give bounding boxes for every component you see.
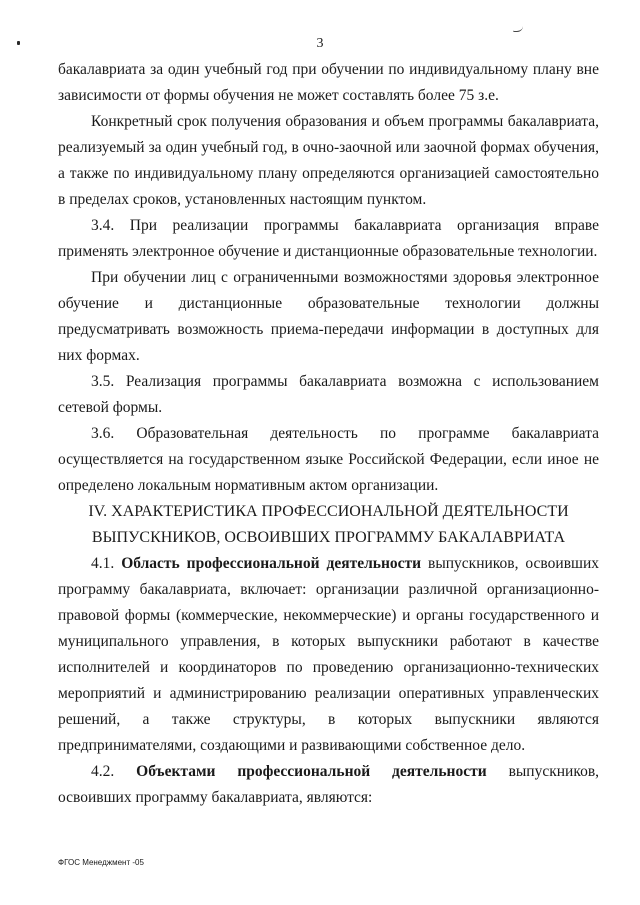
item-4-2-text: выпускников, освоивших программу бакалавриата, являются: [58, 763, 600, 806]
paragraph-3-4: 3.4. При реализации программы бакалавриата организация вправе применять электронное обучение и дистанционные образовательные технологии. [58, 217, 599, 260]
scan-pen-mark [513, 26, 523, 32]
body-text-top [58, 57, 599, 499]
paragraph-continuation: бакалавриата за один учебный год при обучении по индивидуальному плану вне зависимости от формы обучения не может составлять более 75 з.е. [58, 61, 599, 104]
item-4-1-text: выпускников, освоивших программу бакалавриата, включает: организации различной организационно-правовой формы (коммерческие, некоммерческие) и органы государственного и муниципального управления, в которых выпускники работают в качестве исполнителей и координаторов по проведению организационно-технических мероприятий и администрированию реализации оперативных управленческих решений, а также структуры, в которых выпускники являются предпринимателями, создающими и развивающими собственное дело. [58, 555, 599, 754]
item-4-2-term: Объектами профессиональной деятельности [136, 763, 487, 780]
section-heading-line-1: IV. ХАРАКТЕРИСТИКА ПРОФЕССИОНАЛЬНОЙ ДЕЯТЕЛЬНОСТИ [88, 503, 569, 520]
paragraph-disabilities: При обучении лиц с ограниченными возможностями здоровья электронное обучение и дистанционные образовательные технологии должны предусматривать возможность приема-передачи информации в доступных для них формах. [58, 269, 599, 364]
item-4-1-term: Область профессиональной деятельности [121, 555, 422, 572]
paragraph-3-6: 3.6. Образовательная деятельность по программе бакалавриата осуществляется на государственном языке Российской Федерации, если иное не определено локальным нормативным актом организации. [58, 425, 599, 494]
paragraph-3-5: 3.5. Реализация программы бакалавриата возможна с использованием сетевой формы. [58, 373, 599, 416]
paragraph-term-individual-plan: Конкретный срок получения образования и объем программы бакалавриата, реализуемый за один учебный год, в очно-заочной или заочной формах обучения, а также по индивидуальному плану определяются организацией самостоятельно в пределах сроков, установленных настоящим пунктом. [58, 113, 599, 208]
item-4-2-number: 4.2. [91, 763, 115, 780]
body-text-section-4 [58, 551, 599, 811]
page-footer: ФГОС Менеджмент -05 [58, 858, 144, 867]
section-heading [58, 499, 599, 551]
paragraph-4-2 [58, 759, 599, 811]
section-heading-line-2: ВЫПУСКНИКОВ, ОСВОИВШИХ ПРОГРАММУ БАКАЛАВРИАТА [91, 529, 566, 546]
item-4-1-number: 4.1. [91, 555, 115, 572]
page-number: 3 [316, 36, 324, 51]
paragraph-4-1 [58, 551, 599, 759]
